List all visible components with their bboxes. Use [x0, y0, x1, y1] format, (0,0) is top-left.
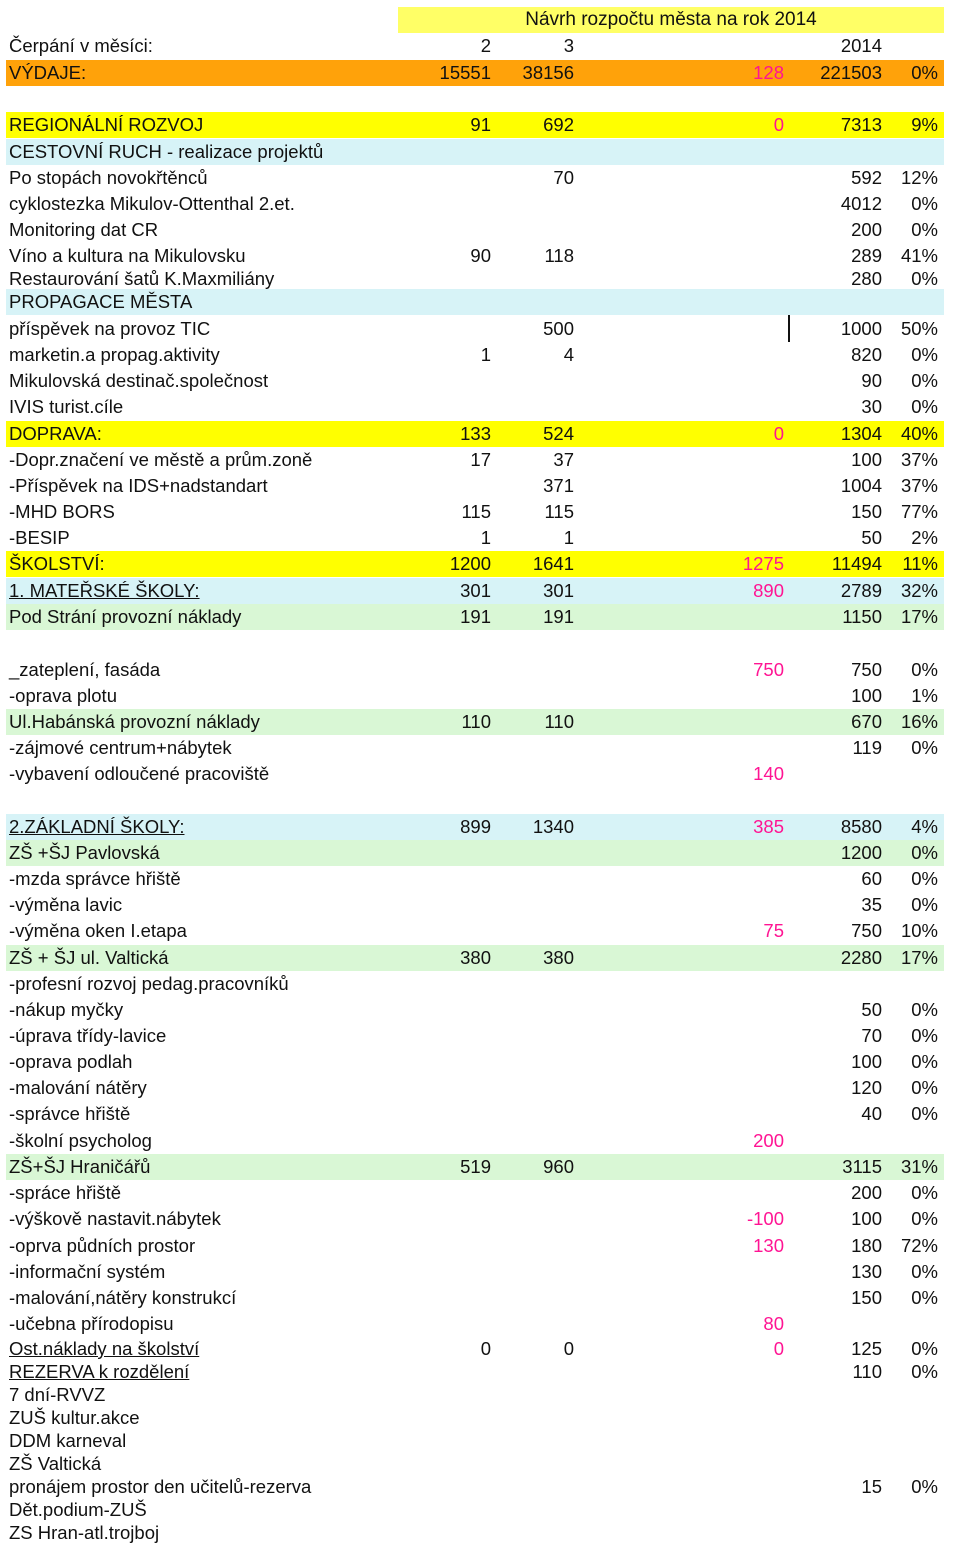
- year-total: 1304: [840, 423, 882, 444]
- year-total: 150: [851, 501, 882, 522]
- month-3-value: 371: [543, 475, 574, 496]
- row-label: -úprava třídy-lavice: [9, 1025, 167, 1046]
- month-2-value: 110: [461, 711, 491, 732]
- row-label: DOPRAVA:: [9, 423, 102, 444]
- table-row: [6, 1128, 944, 1154]
- extra-value: 750: [753, 659, 784, 680]
- row-label: VÝDAJE:: [9, 62, 87, 83]
- table-row: [6, 1154, 944, 1180]
- table-row: [6, 945, 944, 971]
- month-2-value: 899: [460, 816, 491, 837]
- percent-value: 0%: [911, 193, 938, 214]
- table-row: [6, 604, 944, 630]
- row-label: -profesní rozvoj pedag.pracovníků: [9, 973, 289, 994]
- month-3-value: 4: [563, 344, 574, 365]
- month-3-value: 70: [553, 167, 574, 188]
- table-row: [6, 191, 944, 217]
- percent-value: 50%: [900, 318, 938, 339]
- month-2-value: 380: [460, 947, 491, 968]
- year-total: 119: [852, 737, 882, 758]
- percent-value: 10%: [900, 920, 938, 941]
- table-row: [6, 1023, 944, 1049]
- table-row: [6, 840, 944, 866]
- table-row: [6, 139, 944, 165]
- year-total: 8580: [840, 816, 882, 837]
- row-label: ZŠ + ŠJ ul. Valtická: [9, 947, 169, 968]
- row-label: -MHD BORS: [9, 501, 115, 522]
- title-row: [398, 7, 944, 33]
- table-row: [6, 473, 944, 499]
- row-label: -malování nátěry: [9, 1077, 147, 1098]
- year-total: 90: [861, 370, 882, 391]
- table-row: [6, 289, 944, 315]
- year-total: 1000: [840, 318, 882, 339]
- percent-value: 0%: [911, 659, 938, 680]
- percent-value: 0%: [911, 1476, 938, 1497]
- year-total: 100: [851, 1051, 882, 1072]
- month-2-value: 115: [461, 501, 491, 522]
- table-row: [6, 997, 944, 1023]
- year-total: 221503: [820, 62, 882, 83]
- table-row: [6, 657, 944, 683]
- year-total: 180: [851, 1235, 882, 1256]
- percent-value: 0%: [911, 737, 938, 758]
- row-label: IVIS turist.cíle: [9, 396, 124, 417]
- year-total: 3115: [842, 1156, 882, 1177]
- row-label: -oprava plotu: [9, 685, 117, 706]
- extra-value: 130: [753, 1235, 784, 1256]
- percent-value: 37%: [900, 449, 938, 470]
- month-3-value: 118: [544, 245, 574, 266]
- row-label: REZERVA k rozdělení: [9, 1361, 190, 1382]
- percent-value: 0%: [911, 868, 938, 889]
- row-label: ZŠ +ŠJ Pavlovská: [9, 842, 160, 863]
- row-label: 1. MATEŘSKÉ ŠKOLY:: [9, 580, 200, 601]
- row-label: -oprva půdních prostor: [9, 1235, 196, 1256]
- month-3-value: 500: [543, 318, 574, 339]
- header-row: [6, 33, 944, 59]
- row-label: 7 dní-RVVZ: [9, 1384, 106, 1405]
- percent-value: 16%: [900, 711, 938, 732]
- percent-value: 0%: [911, 1077, 938, 1098]
- row-label: -výměna lavic: [9, 894, 123, 915]
- table-row: [6, 918, 944, 944]
- extra-value: 385: [753, 816, 784, 837]
- header-month-3: 3: [563, 35, 574, 56]
- year-total: 50: [861, 999, 882, 1020]
- percent-value: 0%: [911, 1361, 938, 1382]
- year-total: 40: [861, 1103, 882, 1124]
- table-row: [6, 316, 944, 342]
- row-label: PROPAGACE MĚSTA: [9, 291, 193, 312]
- month-3-value: 380: [543, 947, 574, 968]
- row-label: Ul.Habánská provozní náklady: [9, 711, 260, 732]
- percent-value: 1%: [911, 685, 938, 706]
- table-row: [6, 1520, 944, 1546]
- table-row: [6, 709, 944, 735]
- row-label: -zájmové centrum+nábytek: [9, 737, 232, 758]
- page-title: Návrh rozpočtu města na rok 2014: [525, 9, 817, 30]
- percent-value: 0%: [911, 219, 938, 240]
- percent-value: 0%: [911, 268, 938, 289]
- table-row: [6, 1233, 944, 1259]
- year-total: 150: [851, 1287, 882, 1308]
- row-label: -správce hřiště: [9, 1103, 131, 1124]
- year-total: 35: [861, 894, 882, 915]
- table-row: [6, 342, 944, 368]
- table-row: [6, 1206, 944, 1232]
- row-label: -Příspěvek na IDS+nadstandart: [9, 475, 268, 496]
- row-label: ZS Hran-atl.trojboj: [9, 1522, 160, 1543]
- year-total: 60: [861, 868, 882, 889]
- row-label: marketin.a propag.aktivity: [9, 344, 220, 365]
- row-label: Restaurování šatů K.Maxmiliány: [9, 268, 275, 289]
- year-total: 4012: [840, 193, 882, 214]
- row-label: Dět.podium-ZUŠ: [9, 1499, 147, 1520]
- table-row: [6, 421, 944, 447]
- table-row: [6, 368, 944, 394]
- table-row: [6, 814, 944, 840]
- year-total: 30: [861, 396, 882, 417]
- percent-value: 4%: [911, 816, 938, 837]
- row-label: -školní psycholog: [9, 1130, 152, 1151]
- row-label: -malování,nátěry konstrukcí: [9, 1287, 237, 1308]
- month-3-value: 110: [544, 711, 574, 732]
- year-total: 592: [851, 167, 882, 188]
- percent-value: 0%: [911, 842, 938, 863]
- row-label: 2.ZÁKLADNÍ ŠKOLY:: [9, 816, 185, 837]
- year-total: 125: [851, 1338, 882, 1359]
- month-2-value: 17: [470, 449, 491, 470]
- row-label: Víno a kultura na Mikulovsku: [9, 245, 246, 266]
- month-3-value: 115: [544, 501, 574, 522]
- table-row: [6, 1311, 944, 1337]
- year-total: 100: [851, 1208, 882, 1229]
- year-total: 750: [851, 659, 882, 680]
- header-month-2: 2: [480, 35, 491, 56]
- row-label: ZŠ+ŠJ Hraničářů: [9, 1156, 151, 1177]
- table-row: [6, 1075, 944, 1101]
- row-label: ZŠ Valtická: [9, 1453, 102, 1474]
- table-row: [6, 447, 944, 473]
- percent-value: 9%: [911, 114, 938, 135]
- year-total: 100: [851, 685, 882, 706]
- year-total: 11494: [831, 553, 882, 574]
- month-3-value: 0: [563, 1338, 574, 1359]
- extra-value: 0: [773, 423, 784, 444]
- month-3-value: 301: [543, 580, 574, 601]
- row-label: ZUŠ kultur.akce: [9, 1407, 140, 1428]
- table-row: [6, 551, 944, 577]
- extra-value: 1275: [742, 553, 784, 574]
- percent-value: 0%: [911, 396, 938, 417]
- month-3-value: 692: [543, 114, 574, 135]
- row-label: DDM karneval: [9, 1430, 127, 1451]
- table-row: [6, 1180, 944, 1206]
- year-total: 750: [851, 920, 882, 941]
- month-2-value: 301: [460, 580, 491, 601]
- row-label: -Dopr.značení ve městě a prům.zoně: [9, 449, 313, 470]
- year-total: 110: [852, 1361, 882, 1382]
- row-label: Monitoring dat CR: [9, 219, 159, 240]
- month-3-value: 960: [543, 1156, 574, 1177]
- row-label: cyklostezka Mikulov-Ottenthal 2.et.: [9, 193, 295, 214]
- month-3-value: 37: [553, 449, 574, 470]
- row-label: REGIONÁLNÍ ROZVOJ: [9, 114, 204, 135]
- year-total: 289: [851, 245, 882, 266]
- row-label: _zateplení, fasáda: [9, 659, 161, 680]
- row-label: -nákup myčky: [9, 999, 124, 1020]
- table-row: [6, 866, 944, 892]
- month-3-value: 524: [543, 423, 574, 444]
- header-label: Čerpání v měsíci:: [9, 35, 153, 56]
- percent-value: 0%: [911, 1287, 938, 1308]
- row-label: -mzda správce hřiště: [9, 868, 181, 889]
- percent-value: 0%: [911, 894, 938, 915]
- year-total: 70: [861, 1025, 882, 1046]
- year-total: 200: [851, 1182, 882, 1203]
- row-label: ŠKOLSTVÍ:: [9, 553, 105, 574]
- header-year: 2014: [840, 35, 882, 56]
- month-2-value: 91: [470, 114, 491, 135]
- month-3-value: 38156: [522, 62, 574, 83]
- row-label: -vybavení odloučené pracoviště: [9, 763, 270, 784]
- extra-value: 80: [763, 1313, 784, 1334]
- percent-value: 0%: [911, 370, 938, 391]
- month-3-value: 1641: [532, 553, 574, 574]
- month-3-value: 1340: [532, 816, 574, 837]
- year-total: 670: [851, 711, 882, 732]
- month-2-value: 90: [470, 245, 491, 266]
- row-label: CESTOVNÍ RUCH - realizace projektů: [9, 141, 324, 162]
- row-label: -BESIP: [9, 527, 70, 548]
- month-2-value: 0: [480, 1338, 491, 1359]
- row-label: Pod Strání provozní náklady: [9, 606, 242, 627]
- row-label: -učebna přírodopisu: [9, 1313, 174, 1334]
- extra-value: 200: [753, 1130, 784, 1151]
- row-label: Po stopách novokřtěnců: [9, 167, 208, 188]
- month-2-value: 1: [480, 527, 491, 548]
- year-total: 2789: [840, 580, 882, 601]
- percent-value: 2%: [911, 527, 938, 548]
- year-total: 120: [851, 1077, 882, 1098]
- percent-value: 17%: [900, 947, 938, 968]
- year-total: 1004: [840, 475, 882, 496]
- percent-value: 37%: [900, 475, 938, 496]
- table-row: [6, 217, 944, 243]
- row-label: Mikulovská destinač.společnost: [9, 370, 269, 391]
- percent-value: 17%: [900, 606, 938, 627]
- table-row: [6, 761, 944, 787]
- table-row: [6, 165, 944, 191]
- percent-value: 40%: [900, 423, 938, 444]
- percent-value: 32%: [900, 580, 938, 601]
- table-row: [6, 60, 944, 86]
- month-2-value: 191: [460, 606, 491, 627]
- year-total: 1150: [842, 606, 882, 627]
- year-total: 50: [861, 527, 882, 548]
- percent-value: 0%: [911, 1103, 938, 1124]
- table-row: [6, 1101, 944, 1127]
- percent-value: 0%: [911, 344, 938, 365]
- table-row: [6, 112, 944, 138]
- percent-value: 0%: [911, 999, 938, 1020]
- percent-value: 41%: [900, 245, 938, 266]
- table-row: [6, 971, 944, 997]
- row-label: -výškově nastavit.nábytek: [9, 1208, 221, 1229]
- row-label: -informační systém: [9, 1261, 166, 1282]
- year-total: 130: [851, 1261, 882, 1282]
- percent-value: 77%: [900, 501, 938, 522]
- table-row: [6, 892, 944, 918]
- row-label: příspěvek na provoz TIC: [9, 318, 211, 339]
- percent-value: 11%: [902, 553, 938, 574]
- percent-value: 0%: [911, 1208, 938, 1229]
- row-label: Ost.náklady na školství: [9, 1338, 200, 1359]
- extra-value: 140: [753, 763, 784, 784]
- extra-value: 890: [753, 580, 784, 601]
- row-label: -oprava podlah: [9, 1051, 133, 1072]
- year-total: 280: [851, 268, 882, 289]
- month-2-value: 15551: [439, 62, 491, 83]
- year-total: 820: [851, 344, 882, 365]
- extra-value: -100: [746, 1208, 784, 1229]
- month-3-value: 191: [543, 606, 574, 627]
- table-row: [6, 499, 944, 525]
- percent-value: 31%: [900, 1156, 938, 1177]
- month-2-value: 1: [480, 344, 491, 365]
- extra-value: 0: [773, 114, 784, 135]
- year-total: 15: [861, 1476, 882, 1497]
- percent-value: 0%: [911, 1051, 938, 1072]
- percent-value: 0%: [911, 1338, 938, 1359]
- percent-value: 0%: [911, 1025, 938, 1046]
- year-total: 100: [851, 449, 882, 470]
- extra-value: 128: [753, 62, 784, 83]
- month-2-value: 133: [460, 423, 491, 444]
- percent-value: 0%: [911, 1261, 938, 1282]
- table-row: [6, 1285, 944, 1311]
- table-row: [6, 1049, 944, 1075]
- table-row: [6, 735, 944, 761]
- extra-value: 0: [773, 1338, 784, 1359]
- month-3-value: 1: [563, 527, 574, 548]
- extra-value: 75: [763, 920, 784, 941]
- table-row: [6, 525, 944, 551]
- percent-value: 72%: [900, 1235, 938, 1256]
- month-2-value: 519: [460, 1156, 491, 1177]
- year-total: 7313: [840, 114, 882, 135]
- table-row: [6, 578, 944, 604]
- percent-value: 12%: [900, 167, 938, 188]
- percent-value: 0%: [911, 1182, 938, 1203]
- year-total: 2280: [840, 947, 882, 968]
- row-label: -spráce hřiště: [9, 1182, 122, 1203]
- year-total: 200: [851, 219, 882, 240]
- table-row: [6, 394, 944, 420]
- table-row: [6, 1259, 944, 1285]
- row-label: -výměna oken I.etapa: [9, 920, 187, 941]
- year-total: 1200: [840, 842, 882, 863]
- table-row: [6, 683, 944, 709]
- percent-value: 0%: [911, 62, 938, 83]
- row-label: pronájem prostor den učitelů-rezerva: [9, 1476, 312, 1497]
- month-2-value: 1200: [449, 553, 491, 574]
